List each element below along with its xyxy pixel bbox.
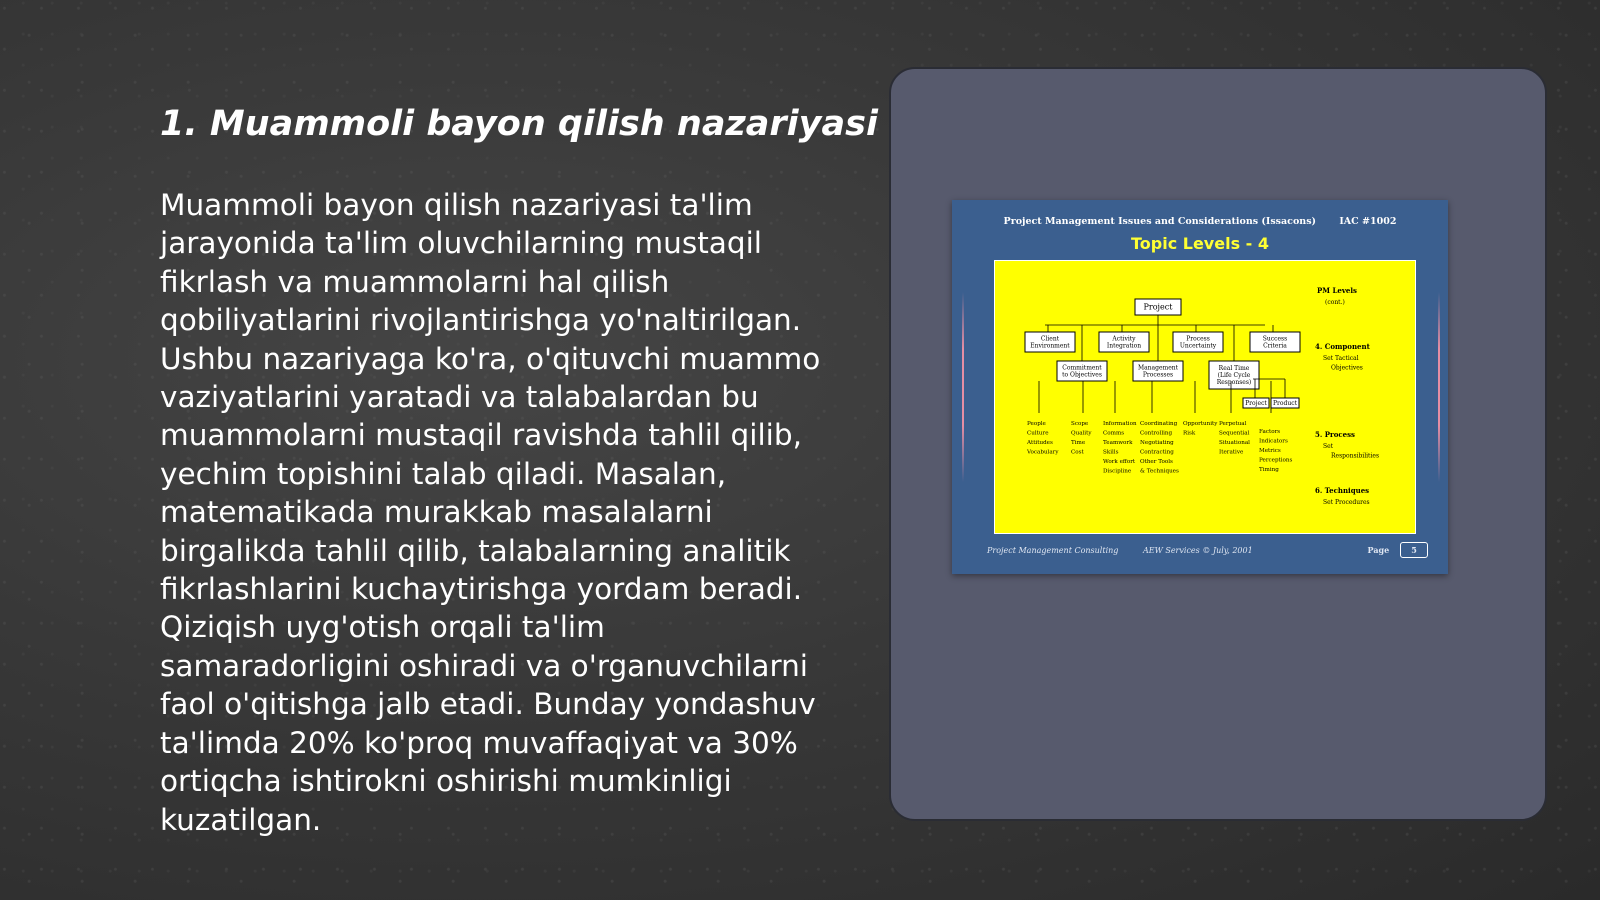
embedded-slide-image <box>952 200 1448 574</box>
right-accent-bar <box>1438 292 1440 482</box>
diagram-level1-text: Uncertainty <box>1179 342 1217 350</box>
footer-left-text: Project Management Consulting <box>987 546 1119 555</box>
product-box-text: Product <box>1273 400 1297 407</box>
pm-levels-heading: PM Levels <box>1317 286 1357 295</box>
embedded-slide-title: Topic Levels - 4 <box>1130 234 1270 253</box>
project-box-text: Project <box>1245 400 1267 407</box>
diagram-level1-text: Success <box>1262 335 1288 343</box>
page-label: Page <box>1367 545 1390 555</box>
diagram-list-item: Risk <box>1183 430 1196 437</box>
embedded-slide-footer <box>987 546 1428 555</box>
diagram-list-item: Negotiating <box>1140 440 1174 446</box>
diagram-list-item: Iterative <box>1219 449 1244 456</box>
pm-level-label: 6. Techniques <box>1315 486 1370 495</box>
footer-page <box>1368 542 1428 558</box>
diagram-list-item: Information <box>1103 421 1137 427</box>
pm-level-desc: Objectives <box>1331 364 1363 372</box>
diagram-level2-text: to Objectives <box>1062 371 1102 379</box>
left-accent-bar <box>962 292 964 482</box>
embedded-header-code: IAC #1002 <box>1339 216 1397 227</box>
slide-title: 1. Muammoli bayon qilish nazariyasi <box>160 104 878 144</box>
pm-level-desc: Responsibilities <box>1331 452 1380 460</box>
diagram-list-item: Culture <box>1027 430 1049 437</box>
diagram-level1-text: Criteria <box>1263 342 1287 350</box>
diagram-list-item: Perpetual <box>1219 421 1247 427</box>
pm-level-label: 5. Process <box>1315 430 1355 439</box>
diagram-list-item: Vocabulary <box>1027 449 1059 456</box>
diagram-list-item: Cost <box>1071 449 1084 456</box>
footer-mid-text: AEW Services © July, 2001 <box>1142 546 1253 555</box>
pm-level-desc: Set <box>1323 443 1334 450</box>
diagram-list-item: People <box>1027 421 1046 427</box>
diagram-svg <box>995 261 1415 533</box>
diagram-list-item: Comms <box>1103 430 1125 437</box>
page-number-box: 5 <box>1400 542 1428 558</box>
pm-levels-sub: (cont.) <box>1325 299 1345 306</box>
diagram-root-text: Project <box>1143 302 1173 312</box>
diagram-list-item: Situational <box>1219 440 1250 446</box>
diagram-level2-text: Real Time <box>1218 365 1250 372</box>
diagram-list-item: Opportunity <box>1183 421 1218 427</box>
embedded-slide-header <box>952 216 1448 227</box>
diagram-list-item: Other Tools <box>1140 459 1173 465</box>
diagram-level1-text: Process <box>1186 335 1210 343</box>
diagram-level2-text: Commitment <box>1062 364 1102 372</box>
diagram-list-item: Attitudes <box>1027 440 1053 446</box>
diagram-level2-text: Management <box>1137 364 1179 372</box>
pm-level-desc: Set Procedures <box>1323 499 1370 506</box>
pm-level-label: 4. Component <box>1315 342 1370 351</box>
diagram-list-item: Quality <box>1071 430 1092 437</box>
diagram-list-item: Discipline <box>1103 468 1132 475</box>
slide-body-text: Muammoli bayon qilish nazariyasi ta'lim jarayonida ta'lim oluvchilarning mustaqil fikrlash va muammolarni hal qilish qobiliyatlarini rivojlantirishga yo'naltirilgan. Ushbu nazariyaga ko'ra, o'qituvchi muammo vaziyatlarini yaratadi va talabalardan bu muammolarni mustaqil ravishda tahlil qilib, yechim topishini talab qiladi. Masalan, matematikada murakkab masalalarni birgalikda tahlil qilib, talabalarning analitik fikrlashlarini kuchaytirishga yordam beradi. Qiziqish uyg'otish orqali ta'lim samaradorligini oshiradi va o'rganuvchilarni faol o'qitishga jalb etadi. Bunday yondashuv ta'limda 20% ko'proq muvaffaqiyat va 30% ortiqcha ishtirokni oshirishi mumkinligi kuzatilgan. <box>160 188 821 837</box>
diagram-level2-text: (Life Cycle <box>1217 372 1251 379</box>
diagram-list-item: Sequential <box>1219 430 1250 437</box>
topic-levels-diagram <box>994 260 1416 534</box>
diagram-list-item: Controlling <box>1140 430 1173 437</box>
diagram-level1-text: Activity <box>1112 335 1136 343</box>
diagram-list-item: Time <box>1071 440 1086 446</box>
diagram-level2-text: Processes <box>1142 371 1174 379</box>
diagram-level1-text: Client <box>1040 335 1060 343</box>
diagram-list-item: Skills <box>1103 449 1119 456</box>
diagram-list-item: Teamwork <box>1103 440 1133 446</box>
diagram-list-item: Metrics <box>1259 448 1281 454</box>
diagram-list-item: Perceptions <box>1259 457 1293 464</box>
diagram-list-item: Contracting <box>1140 449 1174 456</box>
diagram-list-item: Timing <box>1259 467 1279 473</box>
diagram-list-item: Work effort <box>1103 459 1136 465</box>
diagram-list-item: Indicators <box>1259 438 1288 445</box>
diagram-level2-text: Responses) <box>1216 379 1252 386</box>
embedded-header-text: Project Management Issues and Considerations (Issacons) <box>1003 216 1317 227</box>
diagram-level1-text: Integration <box>1106 342 1142 350</box>
diagram-list-item: Scope <box>1071 421 1089 427</box>
diagram-list-item: & Techniques <box>1140 468 1179 475</box>
diagram-list-item: Coordinating <box>1140 421 1178 427</box>
pm-level-desc: Set Tactical <box>1323 355 1359 362</box>
diagram-list-item: Factors <box>1259 429 1281 435</box>
diagram-level1-text: Environment <box>1030 342 1070 350</box>
